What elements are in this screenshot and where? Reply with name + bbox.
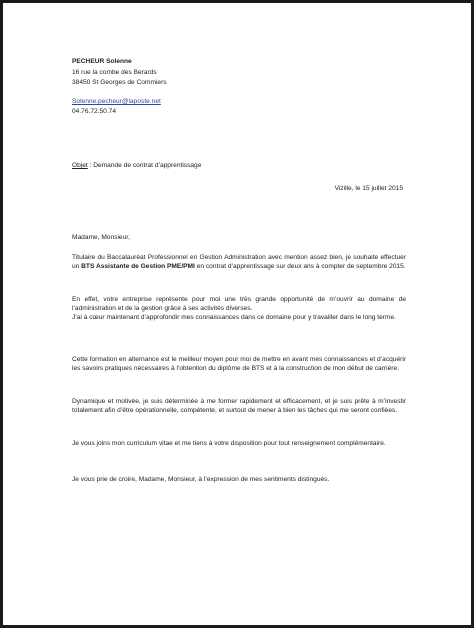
paragraph-motivation-company: En effet, votre entreprise représente pour moi une très grande opportunité de m’ouvrir au domaine de l’administration et de la gestion grâce à ses activités diverses. <box>72 296 406 312</box>
paragraph-qualities: Dynamique et motivée, je suis déterminée à me former rapidement et efficacement, et je suis prête à m’investir totalement afin d’être opérationnelle, compétente, et surtout de mener à bien les tâches qui me seront confiées. <box>72 398 406 414</box>
paragraph-closing: Je vous prie de croire, Madame, Monsieur, à l’expression de mes sentiments distingués. <box>72 476 330 483</box>
sender-phone: 04.76.72.50.74 <box>72 108 116 115</box>
sender-street: 16 rue la combe des Berards <box>72 69 157 76</box>
p1-text-end: en contrat d’apprentissage sur deux ans à compter de septembre 2015. <box>194 262 406 270</box>
paragraph-introduction <box>72 254 406 271</box>
paragraph-attachment: Je vous joins mon curriculum vitae et me tiens à votre disposition pour tout renseignement complémentaire. <box>72 440 386 447</box>
sender-city: 38450 St Georges de Commiers <box>72 79 167 86</box>
p1-diploma-name: BTS Assistante de Gestion PME/PMI <box>81 262 195 270</box>
p1-text-start: Titulaire du Baccalauréat Professionnel en Gestion Administration avec mention assez bien, je souhaite effectuer un <box>72 254 406 270</box>
subject-label: Objet <box>72 162 88 169</box>
sender-name: PECHEUR Solenne <box>72 58 132 65</box>
subject-text: : Demande de contrat d’apprentissage <box>87 162 202 169</box>
subject-line <box>72 162 201 171</box>
sender-email-link[interactable]: Solenne.pecheur@laposte.net <box>72 98 161 105</box>
paragraph-training: Cette formation en alternance est le meilleur moyen pour moi de mettre en avant mes connaissances et d’acquérir les savoirs pratiques nécessaires à l’obtention du diplôme de BTS et à la construction de mon début de carrière. <box>72 356 406 372</box>
salutation: Madame, Monsieur, <box>72 234 130 241</box>
paragraph-motivation-domain: J’ai à cœur maintenant d’approfondir mes connaissances dans ce domaine pour y travailler dans le long terme. <box>72 314 396 321</box>
place-date: Vizille, le 15 juillet 2015 <box>334 185 403 192</box>
